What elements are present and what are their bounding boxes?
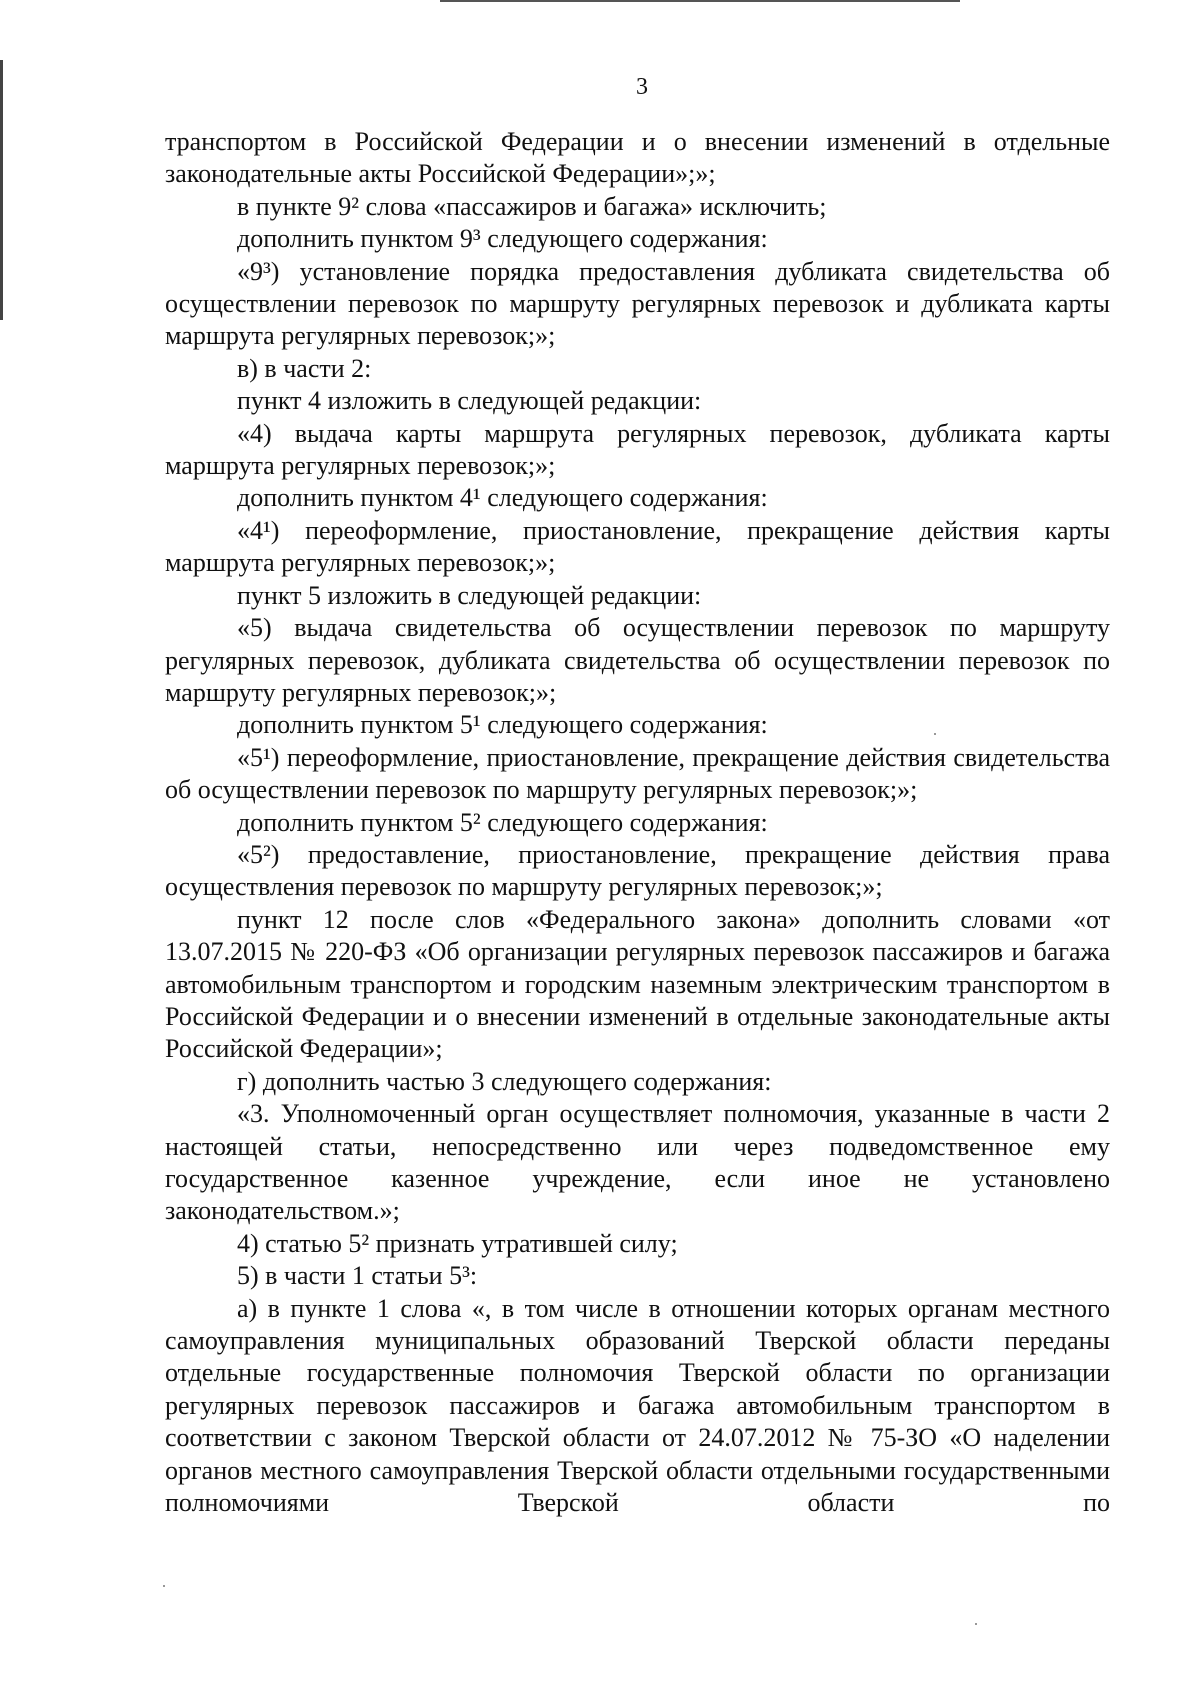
scan-speck — [934, 733, 936, 735]
paragraph: пункт 12 после слов «Федерального закона» дополнить словами «от 13.07.2015 № 220-ФЗ «Об организации регулярных перевозок пассажиров и багажа автомобильным транспортом и городским наземным электрическим транспортом в Российской Федерации и о внесении изменений в отдельные законодательные акты Российской Федерации»; — [165, 904, 1110, 1064]
paragraph: «3. Уполномоченный орган осуществляет полномочия, указанные в части 2 настоящей статьи, непосредственно или через подведомственное ему государственное казенное учреждение, если иное не установлено законодательством.»; — [165, 1099, 1110, 1226]
paragraph: в пункте 9² слова «пассажиров и багажа» исключить; — [237, 191, 827, 221]
paragraph: пункт 4 изложить в следующей редакции: — [237, 386, 702, 416]
scan-speck — [975, 1623, 977, 1625]
paragraph: 4) статью 5² признать утратившей силу; — [237, 1228, 678, 1258]
page-number: 3 — [636, 74, 648, 100]
paragraph: дополнить пунктом 4¹ следующего содержания: — [237, 483, 768, 513]
paragraph: дополнить пунктом 9³ следующего содержания: — [237, 224, 768, 254]
scan-speck — [163, 1585, 165, 1587]
paragraph: а) в пункте 1 слова «, в том числе в отношении которых органам местного самоуправления муниципальных образований Тверской области переданы отдельные государственные полномочия Тверской области по организации регулярных перевозок пассажиров и багажа автомобильным транспортом в соответствии с законом Тверской области от 24.07.2012 № 75-ЗО «О наделении органов местного самоуправления Тверской области отдельными государственными полномочиями Тверской области по — [165, 1293, 1110, 1518]
paragraph: «4¹) переоформление, приостановление, прекращение действия карты маршрута регулярных перевозок;»; — [165, 515, 1110, 578]
paragraph: дополнить пунктом 5² следующего содержания: — [237, 807, 768, 837]
paragraph: «9³) установление порядка предоставления дубликата свидетельства об осуществлении перевозок по маршруту регулярных перевозок и дубликата карты маршрута регулярных перевозок;»; — [165, 256, 1110, 351]
paragraph: дополнить пунктом 5¹ следующего содержания: — [237, 710, 768, 740]
paragraph: г) дополнить частью 3 следующего содержания: — [237, 1066, 772, 1096]
paragraph: «5) выдача свидетельства об осуществлении перевозок по маршруту регулярных перевозок, дубликата свидетельства об осуществлении перевозок по маршруту регулярных перевозок;»; — [165, 613, 1110, 707]
paragraph: транспортом в Российской Федерации и о внесении изменений в отдельные законодательные акты Российской Федерации»;»; — [165, 127, 1110, 189]
paragraph: в) в части 2: — [237, 353, 372, 383]
document-body — [165, 126, 1110, 1519]
paragraph: «5¹) переоформление, приостановление, прекращение действия свидетельства об осуществлении перевозок по маршруту регулярных перевозок;»; — [165, 742, 1110, 805]
paragraph: пункт 5 изложить в следующей редакции: — [237, 580, 702, 610]
paragraph: «4) выдача карты маршрута регулярных перевозок, дубликата карты маршрута регулярных перевозок;»; — [165, 418, 1110, 481]
scan-edge-top — [440, 0, 960, 2]
paragraph: 5) в части 1 статьи 5³: — [237, 1261, 478, 1291]
paragraph: «5²) предоставление, приостановление, прекращение действия права осуществления перевозок по маршруту регулярных перевозок;»; — [165, 839, 1110, 902]
